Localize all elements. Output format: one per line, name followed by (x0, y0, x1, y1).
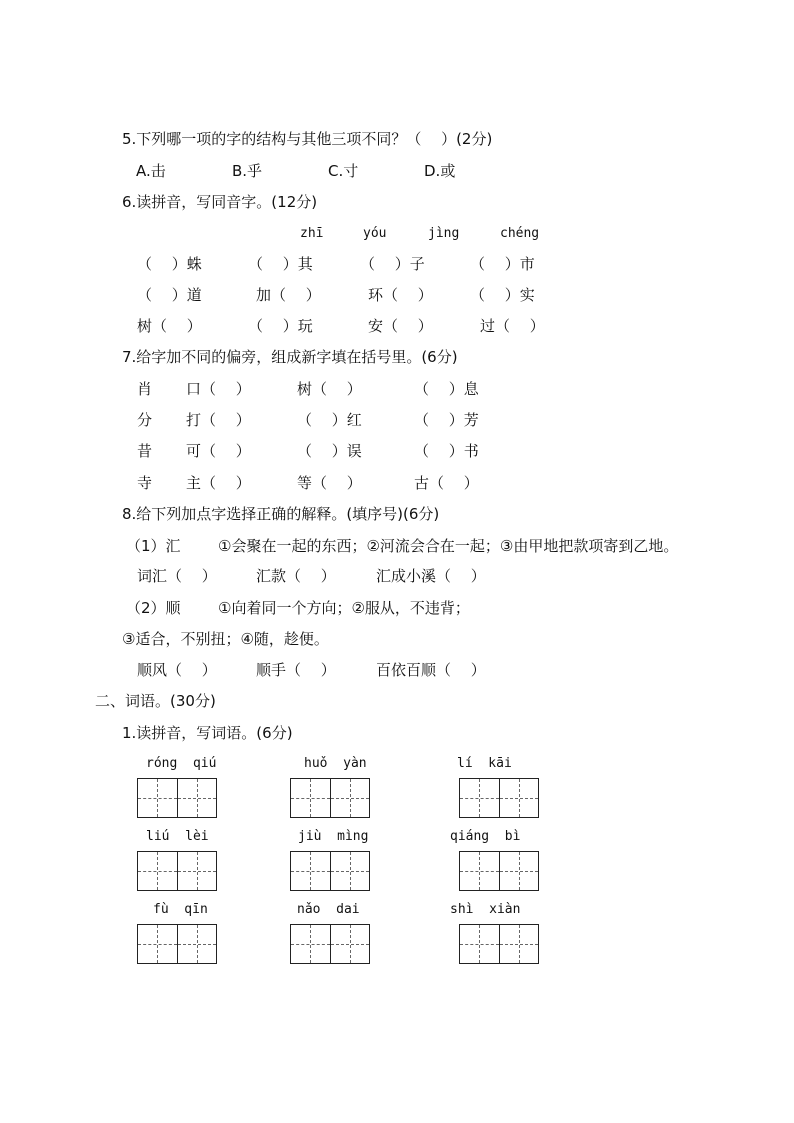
q6-blank: 安（ ） (368, 317, 433, 335)
q6-stem: 6.读拼音，写同音字。(12分) (122, 193, 318, 211)
q6-pinyin: chéng (500, 226, 540, 241)
q7-blank: 主（ ） (186, 474, 251, 492)
q5-stem: 5.下列哪一项的字的结构与其他三项不同？（ ）(2分) (122, 130, 493, 148)
word-pinyin: lí kāi (457, 756, 512, 771)
q6-blank: 环（ ） (368, 286, 433, 304)
writing-grid[interactable] (290, 924, 370, 964)
writing-grid[interactable] (137, 924, 217, 964)
q8-item2-word: 顺手（ ） (256, 661, 336, 679)
q8-item1-word: 汇成小溪（ ） (376, 567, 486, 585)
q8-item1-definitions: ①会聚在一起的东西；②河流会合在一起；③由甲地把款项寄到乙地。 (218, 537, 679, 555)
q6-blank: （ ）子 (360, 255, 425, 273)
writing-grid[interactable] (137, 778, 217, 818)
q7-root: 昔 (137, 442, 153, 460)
q7-blank: （ ）书 (414, 442, 479, 460)
q8-item2-definitions-cont: ③适合，不别扭；④随，趁便。 (122, 630, 329, 648)
q7-blank: 树（ ） (297, 380, 362, 398)
q7-root: 寺 (137, 474, 153, 492)
q7-root: 分 (137, 411, 153, 429)
q6-blank: （ ）道 (137, 286, 202, 304)
q7-blank: 古（ ） (414, 474, 479, 492)
section2-heading: 二、词语。(30分) (95, 692, 216, 710)
q6-blank: 加（ ） (256, 286, 321, 304)
q6-pinyin: zhī (300, 226, 324, 241)
writing-grid[interactable] (459, 778, 539, 818)
q6-pinyin: jìng (428, 226, 460, 241)
q5-option-a: A.击 (136, 162, 166, 180)
q8-item1-label: （1）汇 (126, 537, 181, 555)
q7-blank: 等（ ） (297, 474, 362, 492)
word-pinyin: shì xiàn (450, 902, 521, 917)
q5-option-b: B.乎 (232, 162, 263, 180)
word-pinyin: jiù mìng (298, 829, 369, 844)
q8-item2-word: 顺风（ ） (137, 661, 217, 679)
writing-grid[interactable] (290, 851, 370, 891)
q6-blank: （ ）市 (470, 255, 535, 273)
writing-grid[interactable] (459, 924, 539, 964)
q5-option-c: C.寸 (328, 162, 359, 180)
word-pinyin: nǎo dai (297, 902, 360, 917)
q6-blank: （ ）实 (470, 286, 535, 304)
writing-grid[interactable] (290, 778, 370, 818)
q8-item1-word: 汇款（ ） (256, 567, 336, 585)
q7-stem: 7.给字加不同的偏旁，组成新字填在括号里。(6分) (122, 348, 458, 366)
writing-grid[interactable] (459, 851, 539, 891)
q5-option-d: D.或 (424, 162, 456, 180)
q7-blank: 打（ ） (186, 411, 251, 429)
q6-blank: （ ）玩 (248, 317, 313, 335)
q7-blank: （ ）误 (297, 442, 362, 460)
q6-blank: （ ）其 (248, 255, 313, 273)
word-pinyin: qiáng bì (450, 829, 521, 844)
q6-blank: （ ）蛛 (137, 255, 202, 273)
q8-stem: 8.给下列加点字选择正确的解释。(填序号)(6分) (122, 505, 440, 523)
word-pinyin: liú lèi (146, 829, 209, 844)
q6-pinyin: yóu (363, 226, 387, 241)
writing-grid[interactable] (137, 851, 217, 891)
q7-blank: （ ）芳 (414, 411, 479, 429)
word-pinyin: huǒ yàn (304, 756, 367, 771)
q7-blank: 可（ ） (186, 442, 251, 460)
word-pinyin: róng qiú (146, 756, 217, 771)
q6-blank: 树（ ） (137, 317, 202, 335)
q6-blank: 过（ ） (480, 317, 545, 335)
q7-root: 肖 (137, 380, 153, 398)
word-pinyin: fù qīn (153, 902, 208, 917)
q8-item2-word: 百依百顺（ ） (376, 661, 486, 679)
q7-blank: （ ）息 (414, 380, 479, 398)
q8-item1-word: 词汇（ ） (137, 567, 217, 585)
q8-item2-definitions: ①向着同一个方向；②服从，不违背； (218, 599, 470, 617)
q8-item2-label: （2）顺 (126, 599, 181, 617)
section2-q1-stem: 1.读拼音，写词语。(6分) (122, 724, 293, 742)
q7-blank: 口（ ） (186, 380, 251, 398)
q7-blank: （ ）红 (297, 411, 362, 429)
